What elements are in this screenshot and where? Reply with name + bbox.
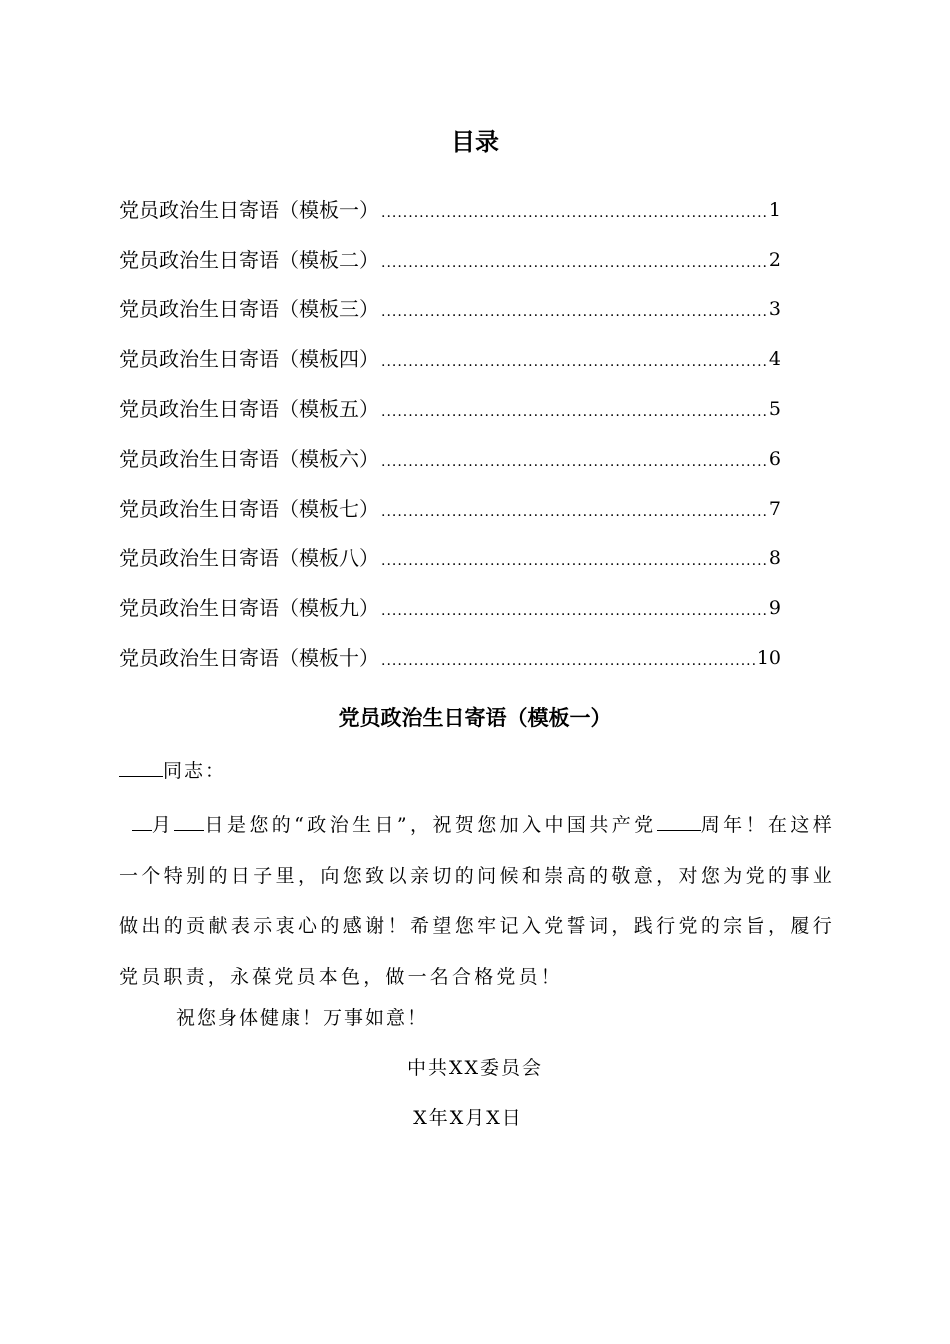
toc-entry-label: 党员政治生日寄语（模板一） [119,197,379,222]
toc-title: 目录 [451,128,499,156]
toc-entry-page: 7 [768,497,781,520]
signature-date: X年X月X日 [413,1107,523,1129]
toc-entry[interactable] [119,626,781,676]
toc-leader-dots [381,248,767,278]
toc-entry[interactable] [119,278,781,328]
toc-entry-page: 3 [768,298,781,321]
month-blank [132,812,152,831]
day-blank [174,812,204,831]
toc-entry-page: 9 [768,597,781,620]
toc-entry-label: 党员政治生日寄语（模板七） [119,496,379,521]
toc-list [119,178,781,676]
toc-entry-label: 党员政治生日寄语（模板五） [119,396,379,421]
body-paragraph [119,800,835,1002]
salutation-suffix: 同志： [163,760,227,782]
closing-wish: 祝您身体健康！万事如意！ [176,1007,429,1029]
body-text-1: 月 [151,814,175,836]
toc-entry-label: 党员政治生日寄语（模板九） [119,596,379,621]
toc-entry-label: 党员政治生日寄语（模板六） [119,446,379,471]
toc-entry[interactable] [119,377,781,427]
toc-entry-page: 6 [768,447,781,470]
section-title: 党员政治生日寄语（模板一） [338,705,612,730]
toc-entry-page: 10 [756,646,781,669]
toc-entry-page: 1 [768,198,781,221]
toc-entry-label: 党员政治生日寄语（模板八） [119,546,379,571]
toc-entry[interactable] [119,228,781,278]
toc-leader-dots [381,546,767,576]
toc-entry-label: 党员政治生日寄语（模板二） [119,247,379,272]
toc-entry[interactable] [119,576,781,626]
toc-entry-page: 4 [768,348,781,371]
toc-leader-dots [381,347,767,377]
toc-entry[interactable] [119,178,781,228]
signature-organization: 中共XX委员会 [406,1057,544,1079]
toc-entry-page: 5 [768,397,781,420]
toc-entry-page: 2 [768,248,781,271]
toc-entry[interactable] [119,477,781,527]
toc-leader-dots [381,397,767,427]
toc-entry-page: 8 [768,547,781,570]
toc-leader-dots [381,596,767,626]
toc-leader-dots [381,297,767,327]
toc-entry-label: 党员政治生日寄语（模板四） [119,347,379,372]
toc-entry[interactable] [119,527,781,577]
toc-leader-dots [381,447,767,477]
toc-entry-label: 党员政治生日寄语（模板十） [119,645,379,670]
toc-entry[interactable] [119,327,781,377]
years-blank [657,812,701,831]
toc-entry-label: 党员政治生日寄语（模板三） [119,297,379,322]
toc-leader-dots [381,198,767,228]
toc-leader-dots [381,646,755,676]
body-text-2: 日是您的“政治生日”，祝贺您加入中国共产党 [204,814,657,836]
toc-leader-dots [381,497,767,527]
body-text-3: 周年！在这样一个特别的日子里，向您致以亲切的问候和崇高的敬意，对您为党的事业做出的贡献表示衷心的感谢！希望您牢记入党誓词，践行党的宗旨，履行党员职责，永葆党员本色，做一名合格党员！ [119,814,835,988]
salutation [119,754,226,788]
name-blank [119,758,163,777]
toc-entry[interactable] [119,427,781,477]
